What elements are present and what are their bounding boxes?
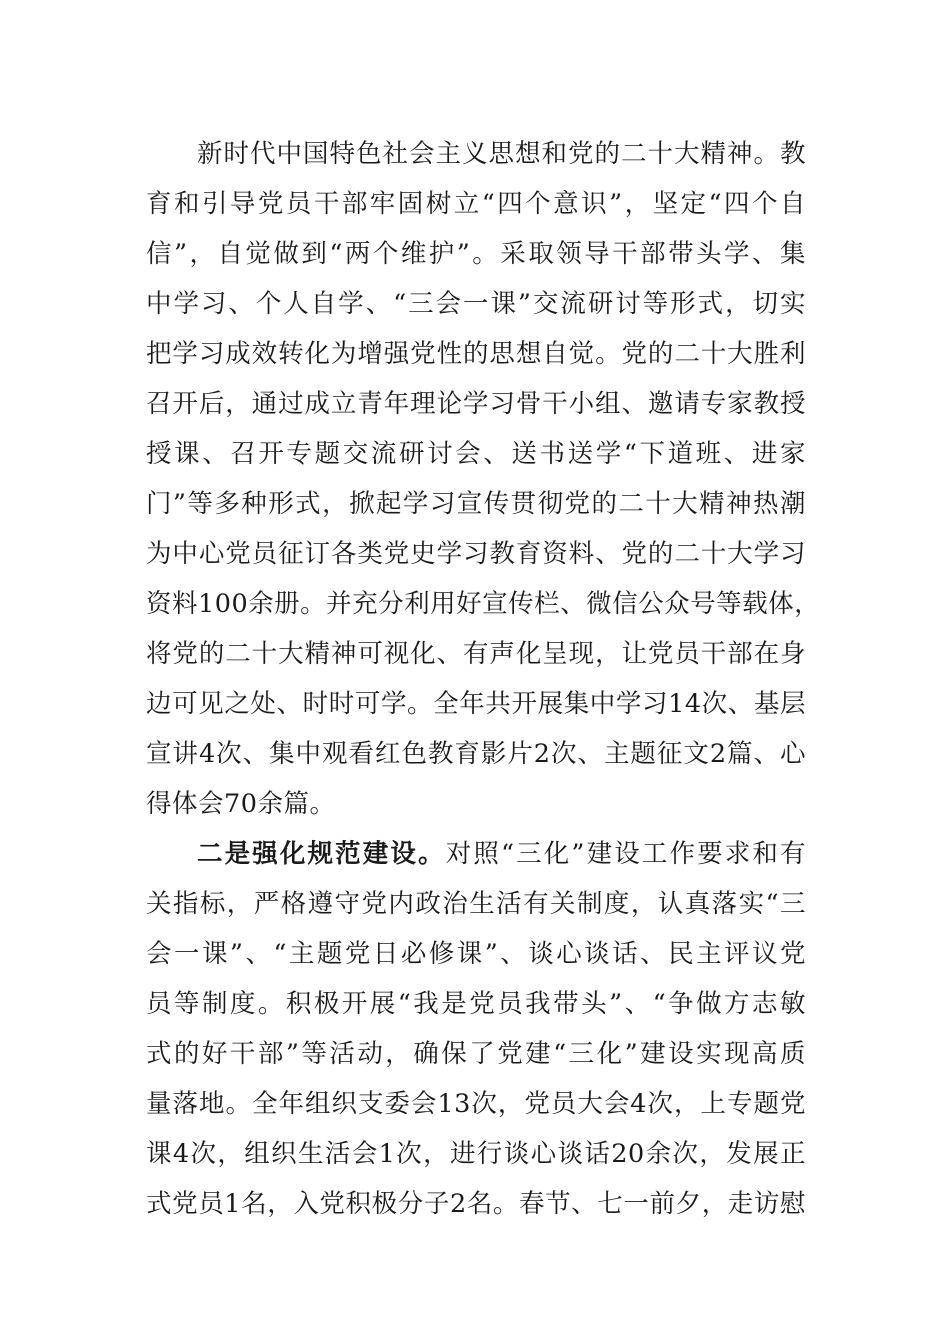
paragraph1-line-7: 授课、召开专题交流研讨会、送书送学“下道班、进家 (146, 439, 806, 469)
paragraph1-line-2: 育和引导党员干部牢固树立“四个意识”，坚定“四个自 (146, 189, 806, 219)
paragraph2-line-3: 会一课”、“主题党日必修课”、谈心谈话、民主评议党 (146, 939, 806, 969)
paragraph1-line-11: 将党的二十大精神可视化、有声化呈现，让党员干部在身 (146, 639, 806, 669)
paragraph2-heading: 二是强化规范建设。 (197, 839, 446, 869)
paragraph1-line-4: 中学习、个人自学、“三会一课”交流研讨等形式，切实 (146, 289, 806, 319)
paragraph1-line-5: 把学习成效转化为增强党性的思想自觉。党的二十大胜利 (146, 339, 806, 369)
paragraph1-line-1: 新时代中国特色社会主义思想和党的二十大精神。教 (197, 139, 806, 169)
paragraph1-line-3: 信”，自觉做到“两个维护”。采取领导干部带头学、集 (146, 239, 806, 269)
paragraph2-line-2: 关指标，严格遵守党内政治生活有关制度，认真落实“三 (146, 889, 806, 919)
paragraph2-first-line-text: 对照“三化”建设工作要求和有 (445, 839, 806, 869)
paragraph2-line-4: 员等制度。积极开展“我是党员我带头”、“争做方志敏 (146, 989, 806, 1019)
paragraph1-line-13: 宣讲4次、集中观看红色教育影片2次、主题征文2篇、心 (146, 739, 806, 769)
paragraph2-line-7: 课4次，组织生活会1次，进行谈心谈话20余次，发展正 (146, 1139, 806, 1169)
paragraph1-line-8: 门”等多种形式，掀起学习宣传贯彻党的二十大精神热潮 (146, 489, 806, 519)
paragraph1-line-10: 资料100余册。并充分利用好宣传栏、微信公众号等载体， (146, 589, 821, 619)
paragraph2-line-6: 量落地。全年组织支委会13次，党员大会4次，上专题党 (146, 1089, 806, 1119)
paragraph1-line-6: 召开后，通过成立青年理论学习骨干小组、邀请专家教授 (146, 389, 806, 419)
paragraph1-line-14: 得体会70余篇。 (146, 789, 336, 819)
paragraph2-line-8: 式党员1名，入党积极分子2名。春节、七一前夕，走访慰 (146, 1189, 806, 1219)
paragraph2-line-5: 式的好干部”等活动，确保了党建“三化”建设实现高质 (146, 1039, 806, 1069)
paragraph1-line-12: 边可见之处、时时可学。全年共开展集中学习14次、基层 (146, 689, 806, 719)
paragraph2-line-1 (197, 834, 806, 874)
paragraph1-line-9: 为中心党员征订各类党史学习教育资料、党的二十大学习 (146, 539, 806, 569)
